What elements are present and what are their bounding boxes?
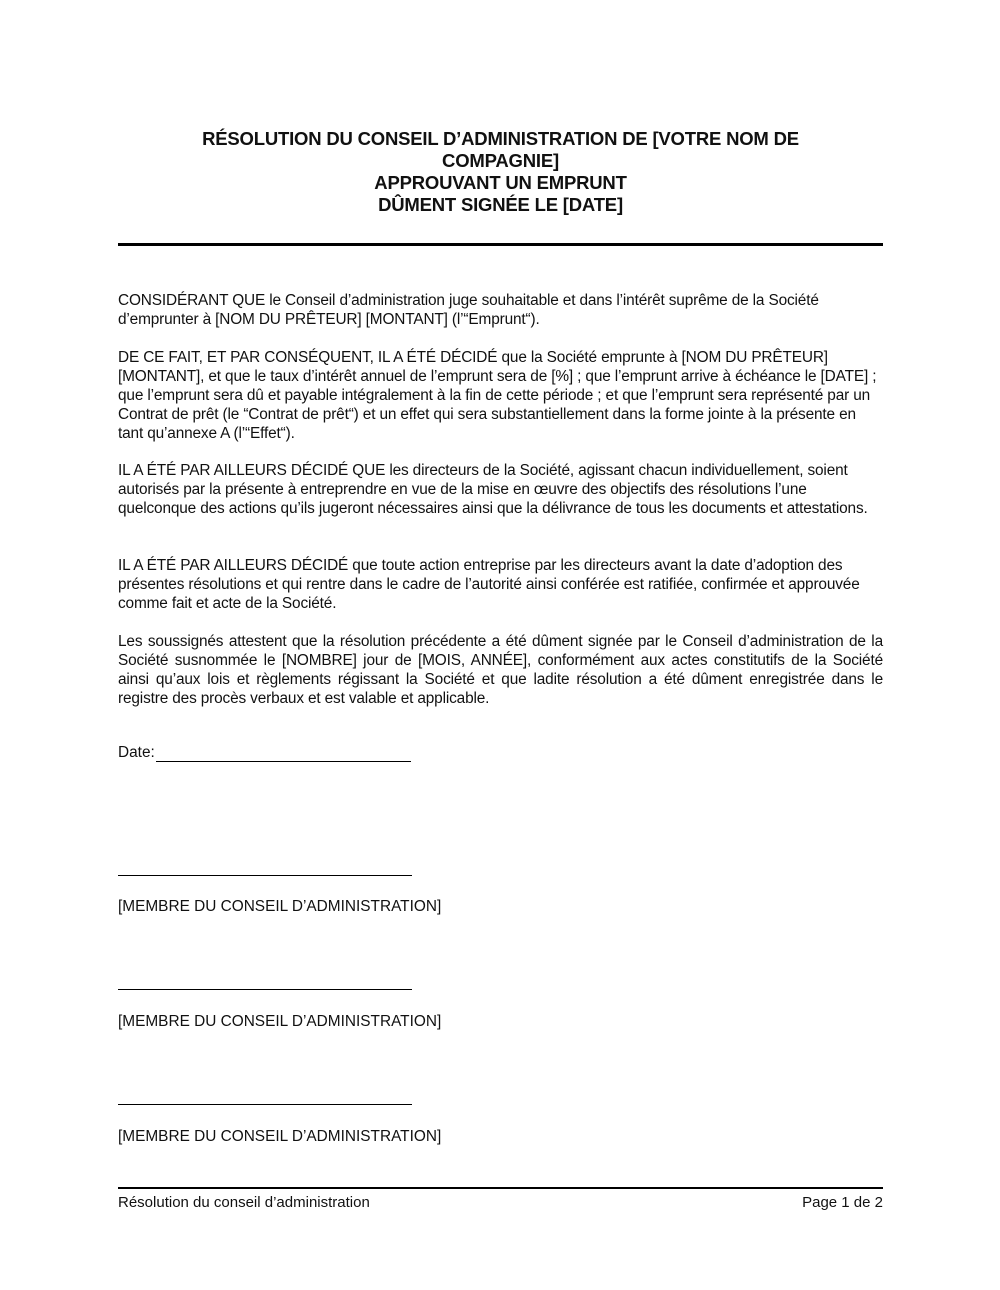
signatory-label: [MEMBRE DU CONSEIL D’ADMINISTRATION] <box>118 1013 442 1030</box>
paragraph-considerant: CONSIDÉRANT QUE le Conseil d’administration juge souhaitable et dans l’intérêt suprême de la Société d’emprunter à [NOM DU PRÊTEUR] [MONTANT] (l’“Emprunt“). <box>118 292 819 328</box>
signatory-label: [MEMBRE DU CONSEIL D’ADMINISTRATION] <box>118 1128 442 1145</box>
paragraph-decide: DE CE FAIT, ET PAR CONSÉQUENT, IL A ÉTÉ DÉCIDÉ que la Société emprunte à [NOM DU PRÊTEUR] [MONTANT], et que le taux d’intérêt annuel de l’emprunt sera de [%] ; que l’emprunt arrive à échéance le [DATE] ; que l’emprunt sera dû et payable intégralement à la fin de cette période ; et que l’emprunt sera représenté par un Contrat de prêt (le “Contrat de prêt“) et un effet qui sera substantiellement dans la forme jointe à la présente en tant qu’annexe A (l’“Effet“). <box>118 349 877 442</box>
date-field <box>118 743 411 762</box>
paragraph-directeurs: IL A ÉTÉ PAR AILLEURS DÉCIDÉ QUE les directeurs de la Société, agissant chacun individuellement, soient autorisés par la présente à entreprendre en vue de la mise en œuvre des objectifs des résolutions l’une quelconque des actions qu’ils jugeront nécessaires ainsi que la délivrance de tous les documents et attestations. <box>118 462 868 517</box>
title-line: COMPAGNIE] <box>442 150 559 171</box>
paragraph-ratification: IL A ÉTÉ PAR AILLEURS DÉCIDÉ que toute action entreprise par les directeurs avant la date d’adoption des présentes résolutions et qui rentre dans le cadre de l’autorité ainsi conférée est ratifiée, confirmée et approuvée comme fait et acte de la Société. <box>118 557 860 612</box>
document-title <box>118 128 883 216</box>
signature-line <box>118 1104 412 1105</box>
date-signature-line <box>156 744 411 762</box>
title-line: APPROUVANT UN EMPRUNT <box>374 172 627 193</box>
title-line: DÛMENT SIGNÉE LE [DATE] <box>378 194 623 215</box>
title-line: RÉSOLUTION DU CONSEIL D’ADMINISTRATION DE [VOTRE NOM DE <box>202 128 799 149</box>
footer-document-name: Résolution du conseil d’administration <box>118 1194 370 1211</box>
title-divider <box>118 243 883 246</box>
signature-line <box>118 875 412 876</box>
footer-divider <box>118 1187 883 1189</box>
date-label: Date: <box>118 744 155 761</box>
signatory-label: [MEMBRE DU CONSEIL D’ADMINISTRATION] <box>118 898 442 915</box>
paragraph-attestation: Les soussignés attestent que la résolution précédente a été dûment signée par le Conseil d’administration de la Société susnommée le [NOMBRE] jour de [MOIS, ANNÉE], conformément aux actes constitutifs de la Société ainsi qu’aux lois et règlements régissant la Société et que ladite résolution a été dûment enregistrée dans le registre des procès verbaux et est valable et applicable. <box>118 633 883 707</box>
footer-page-number: Page 1 de 2 <box>802 1194 883 1211</box>
signature-line <box>118 989 412 990</box>
